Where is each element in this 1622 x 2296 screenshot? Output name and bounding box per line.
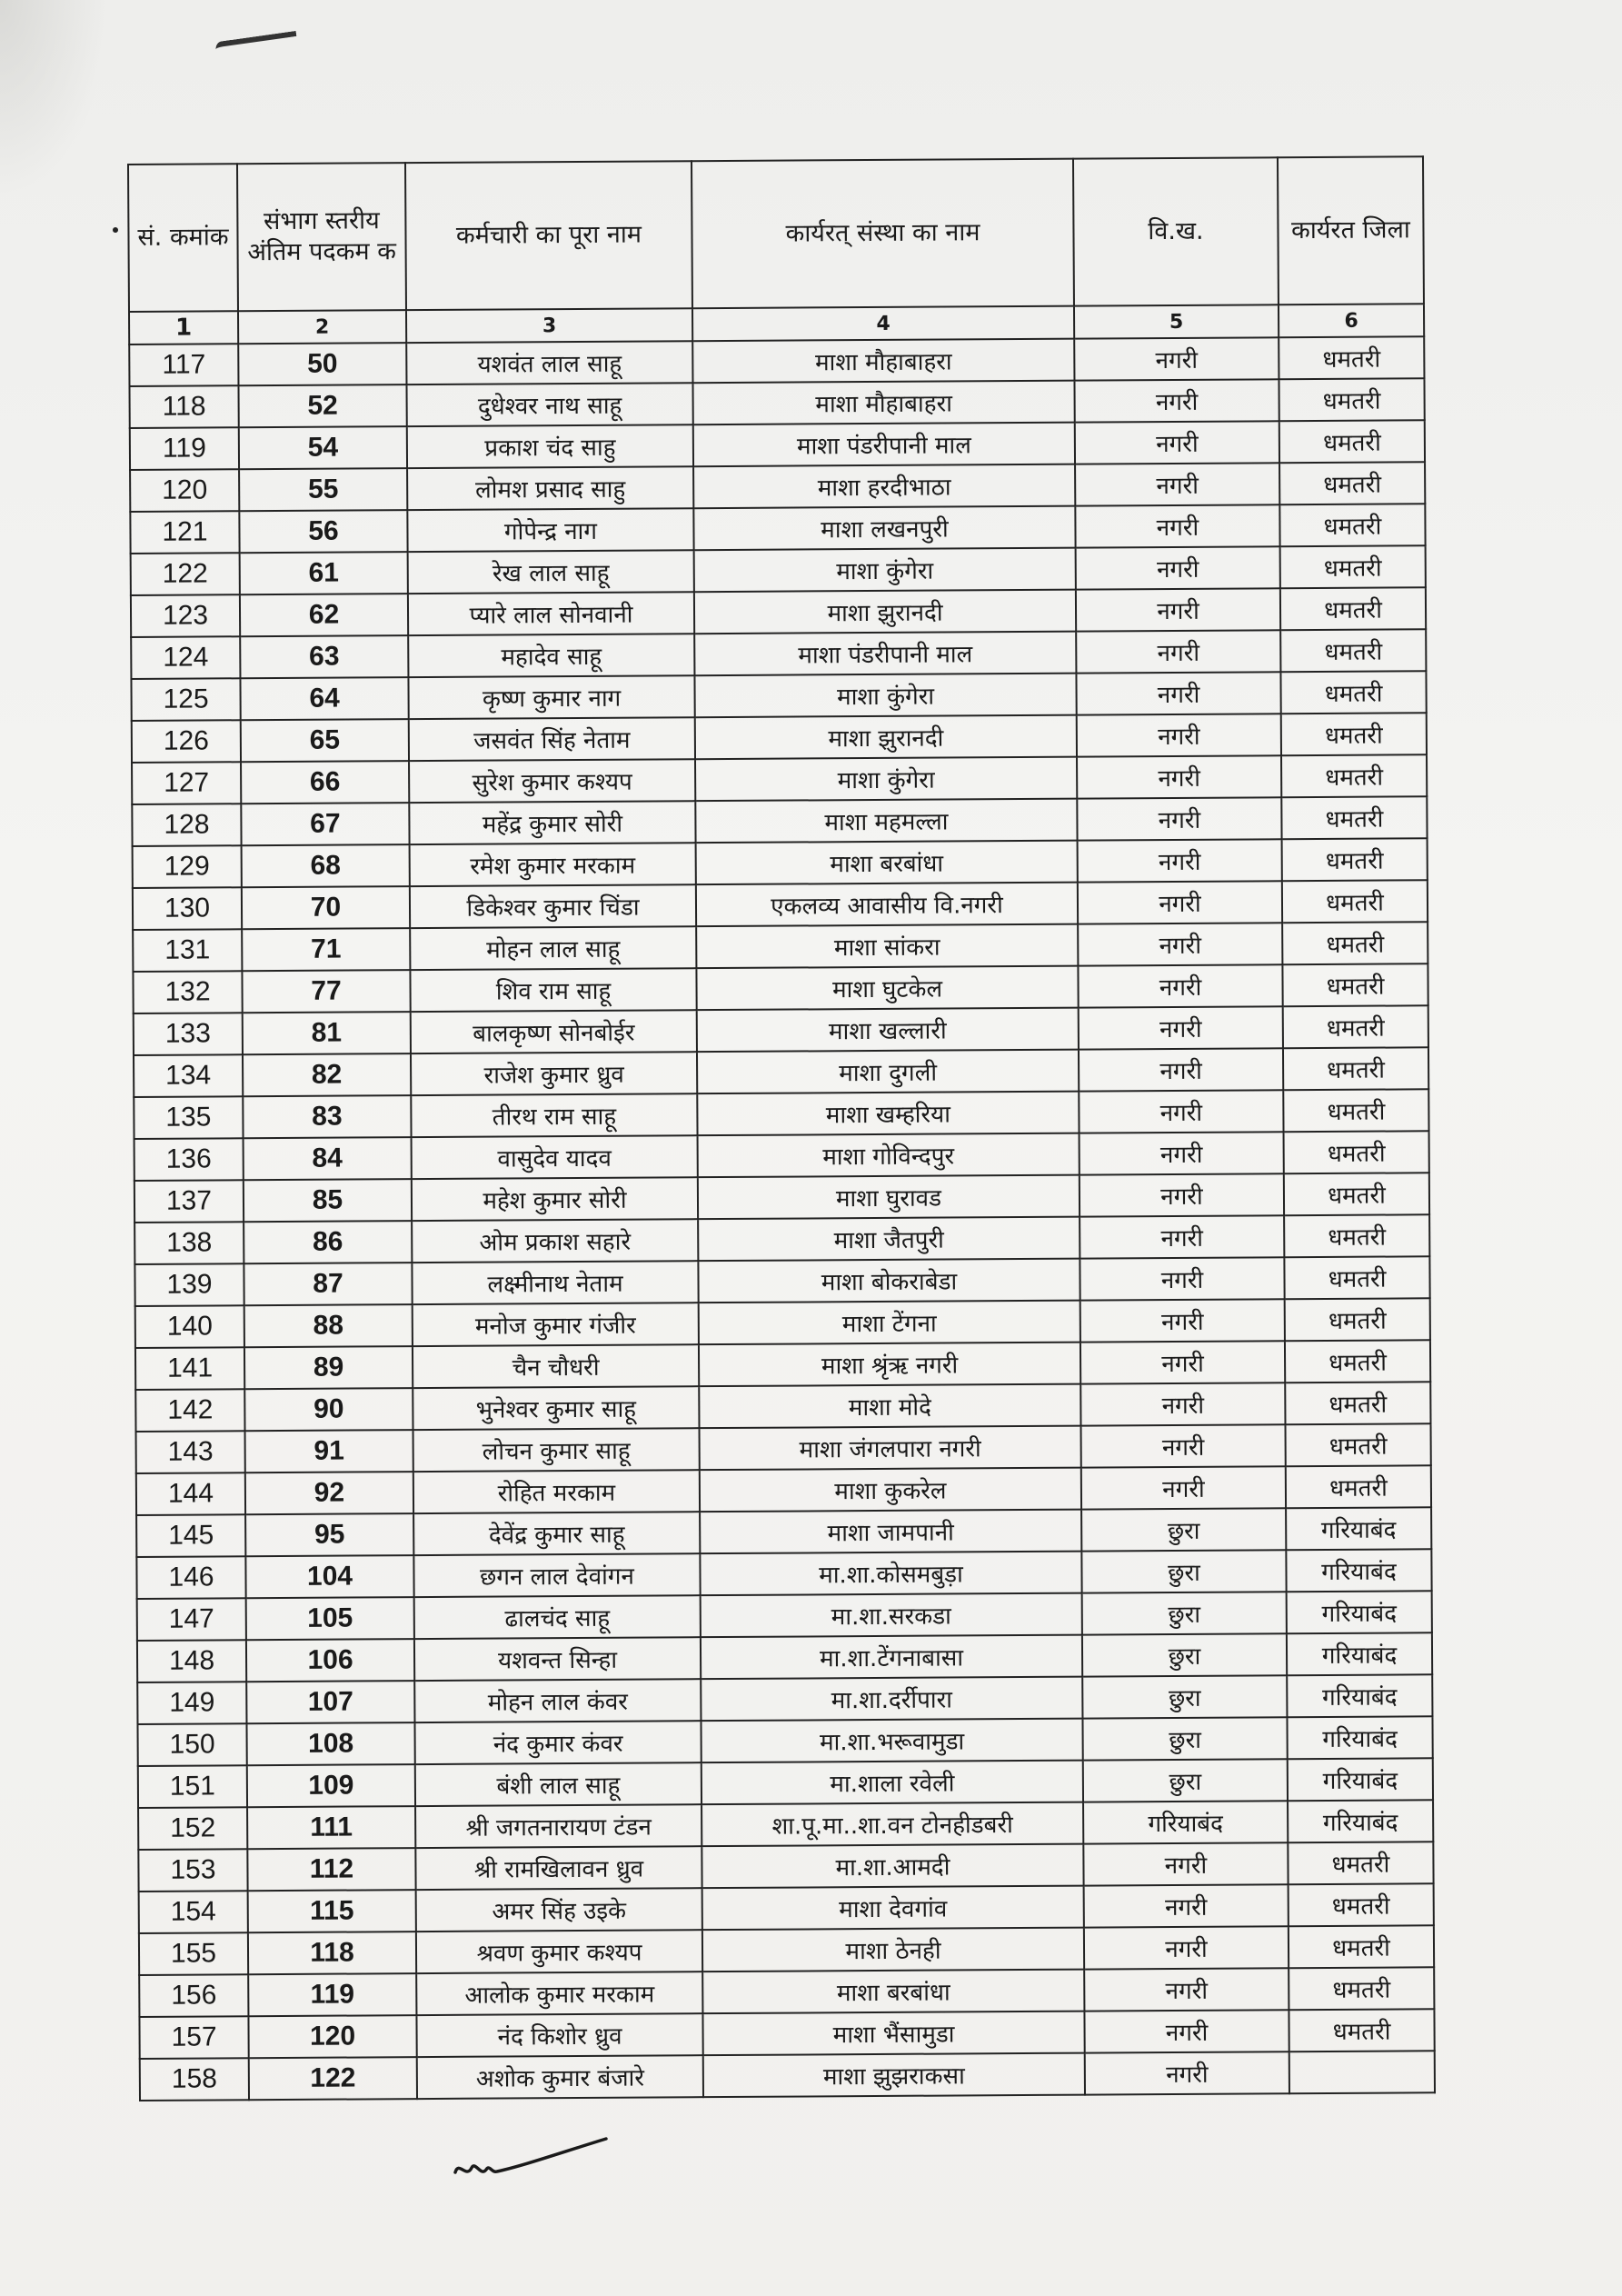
district-cell: धमतरी xyxy=(1281,754,1427,797)
institution-cell: माशा बरबांधा xyxy=(696,841,1078,885)
institution-cell: माशा बोकराबेडा xyxy=(698,1259,1080,1303)
block-cell: नगरी xyxy=(1085,2051,1289,2094)
rank-cell: 85 xyxy=(244,1179,412,1222)
institution-cell: माशा झुझराकसा xyxy=(703,2053,1085,2098)
header-block: वि.ख. xyxy=(1073,157,1279,305)
block-cell: नगरी xyxy=(1076,546,1280,589)
rank-cell: 111 xyxy=(247,1806,415,1849)
scan-shadow xyxy=(0,0,109,200)
serial-number-cell: 120 xyxy=(130,469,239,512)
block-cell: नगरी xyxy=(1079,1048,1283,1091)
institution-cell: माशा दुगली xyxy=(697,1050,1079,1094)
rank-cell: 83 xyxy=(243,1095,411,1138)
institution-cell: मा.शा.भरूवामुडा xyxy=(701,1719,1082,1763)
block-cell: नगरी xyxy=(1084,1884,1289,1927)
institution-cell: मा.शाला रवेली xyxy=(702,1761,1083,1805)
serial-number-cell: 121 xyxy=(130,511,239,554)
institution-cell: माशा घुरावड xyxy=(698,1175,1080,1220)
institution-cell: माशा टेंगना xyxy=(699,1301,1080,1345)
employee-name-cell: डिकेश्वर कुमार चिंडा xyxy=(410,884,696,928)
rank-cell: 70 xyxy=(242,886,410,929)
rank-cell: 90 xyxy=(244,1388,413,1431)
institution-cell: माशा खम्हरिया xyxy=(697,1092,1079,1136)
institution-cell: माशा कुंगेरा xyxy=(694,548,1076,593)
rank-cell: 84 xyxy=(244,1137,412,1180)
employee-name-cell: जसवंत सिंह नेताम xyxy=(409,717,695,761)
institution-cell: माशा कुंगेरा xyxy=(694,674,1076,718)
institution-cell: माशा श्रृंऋ नगरी xyxy=(699,1343,1080,1387)
institution-cell: माशा मौहाबाहरा xyxy=(692,381,1074,425)
district-cell: धमतरी xyxy=(1285,1298,1430,1341)
serial-number-cell: 118 xyxy=(129,385,238,428)
rank-cell: 61 xyxy=(240,552,408,594)
institution-cell: माशा पंडरीपानी माल xyxy=(694,632,1076,676)
district-cell: धमतरी xyxy=(1282,838,1428,881)
employee-name-cell: ओम प्रकाश सहारे xyxy=(412,1219,698,1263)
district-cell: धमतरी xyxy=(1280,629,1426,672)
block-cell: नगरी xyxy=(1078,881,1282,923)
rank-cell: 122 xyxy=(249,2057,417,2100)
rank-cell: 64 xyxy=(240,677,408,720)
serial-number-cell: 128 xyxy=(132,804,241,846)
district-cell: धमतरी xyxy=(1283,1047,1428,1090)
employee-name-cell: प्रकाश चंद साहु xyxy=(407,424,693,468)
column-number: 6 xyxy=(1279,304,1424,337)
serial-number-cell: 148 xyxy=(137,1640,246,1682)
rank-cell: 63 xyxy=(240,635,408,678)
serial-number-cell: 147 xyxy=(137,1598,246,1641)
serial-number-cell: 119 xyxy=(130,427,239,470)
header-row xyxy=(128,156,1424,312)
employee-name-cell: नंद किशोर ध्रुव xyxy=(416,2013,702,2057)
employee-name-cell: भुनेश्वर कुमार साहू xyxy=(413,1386,699,1430)
block-cell: नगरी xyxy=(1080,1173,1284,1216)
serial-number-cell: 158 xyxy=(140,2058,249,2101)
district-cell: गरियाबंद xyxy=(1287,1591,1432,1633)
institution-cell: माशा गोविन्दपुर xyxy=(698,1133,1080,1178)
district-cell: धमतरी xyxy=(1285,1423,1430,1466)
serial-number-cell: 126 xyxy=(132,720,241,763)
rank-cell: 52 xyxy=(238,384,406,427)
employee-name-cell: शिव राम साहू xyxy=(410,968,696,1012)
institution-cell: एकलव्य आवासीय वि.नगरी xyxy=(696,883,1078,927)
district-cell: धमतरी xyxy=(1281,796,1427,839)
serial-number-cell: 153 xyxy=(138,1849,247,1892)
rank-cell: 81 xyxy=(243,1012,411,1054)
district-cell: धमतरी xyxy=(1289,2009,1434,2051)
serial-number-cell: 137 xyxy=(134,1180,244,1223)
employee-name-cell: यशवंत लाल साहू xyxy=(406,341,692,384)
institution-cell: माशा खल्लारी xyxy=(697,1008,1079,1053)
serial-number-cell: 143 xyxy=(136,1431,245,1473)
district-cell: धमतरी xyxy=(1285,1382,1430,1424)
employee-name-cell: महेंद्र कुमार सोरी xyxy=(409,801,695,844)
staple-mark xyxy=(214,31,299,67)
serial-number-cell: 145 xyxy=(136,1514,245,1557)
employee-name-cell: सुरेश कुमार कश्यप xyxy=(409,759,695,803)
district-cell: धमतरी xyxy=(1279,378,1424,421)
institution-cell: मा.शा.टेंगनाबासा xyxy=(701,1635,1082,1680)
block-cell: गरियाबंद xyxy=(1083,1801,1288,1843)
serial-number-cell: 122 xyxy=(131,553,240,595)
rank-cell: 87 xyxy=(244,1263,412,1305)
serial-number-cell: 157 xyxy=(139,2016,248,2059)
block-cell: नगरी xyxy=(1074,379,1279,422)
block-cell: छुरा xyxy=(1081,1550,1286,1592)
district-cell: धमतरी xyxy=(1284,1214,1429,1257)
serial-number-cell: 156 xyxy=(139,1974,248,2017)
employee-name-cell: महादेव साहू xyxy=(408,634,694,677)
employee-name-cell: कृष्ण कुमार नाग xyxy=(408,675,694,719)
header-serial-number: सं. कमांक xyxy=(128,164,238,312)
column-number: 5 xyxy=(1074,304,1279,338)
employee-name-cell: श्रवण कुमार कश्यप xyxy=(416,1930,702,1973)
district-cell: गरियाबंद xyxy=(1287,1632,1432,1675)
rank-cell: 95 xyxy=(245,1513,413,1556)
serial-number-cell: 140 xyxy=(135,1305,244,1348)
employee-name-cell: अशोक कुमार बंजारे xyxy=(417,2055,703,2099)
block-cell: छुरा xyxy=(1083,1759,1288,1802)
rank-cell: 77 xyxy=(242,970,410,1013)
district-cell: गरियाबंद xyxy=(1288,1800,1433,1842)
institution-cell: माशा देवगांव xyxy=(702,1886,1084,1931)
rank-cell: 67 xyxy=(241,803,409,845)
rank-cell: 65 xyxy=(241,719,409,762)
serial-number-cell: 125 xyxy=(131,678,240,721)
block-cell: नगरी xyxy=(1078,964,1282,1007)
serial-number-cell: 133 xyxy=(134,1013,243,1055)
serial-number-cell: 144 xyxy=(136,1472,245,1515)
block-cell: नगरी xyxy=(1077,714,1281,756)
serial-number-cell: 141 xyxy=(135,1347,244,1390)
employee-name-cell: वासुदेव यादव xyxy=(412,1135,698,1179)
block-cell: नगरी xyxy=(1076,588,1280,631)
employee-name-cell: रोहित मरकाम xyxy=(413,1470,700,1513)
district-cell: धमतरी xyxy=(1284,1131,1429,1173)
serial-number-cell: 139 xyxy=(134,1263,244,1306)
column-number: 2 xyxy=(238,310,406,344)
margin-dot xyxy=(113,227,118,233)
institution-cell: माशा झुरानदी xyxy=(694,590,1076,634)
serial-number-cell: 155 xyxy=(139,1932,248,1975)
employee-name-cell: रमेश कुमार मरकाम xyxy=(410,843,696,886)
block-cell: छुरा xyxy=(1082,1675,1287,1718)
rank-cell: 108 xyxy=(246,1722,414,1765)
institution-cell: मा.शा.कोसमबुड़ा xyxy=(700,1552,1081,1596)
institution-cell: माशा बरबांधा xyxy=(702,1970,1084,2014)
rank-cell: 82 xyxy=(243,1053,411,1096)
district-cell: धमतरी xyxy=(1289,1883,1434,1926)
institution-cell: माशा मोदे xyxy=(699,1384,1080,1429)
serial-number-cell: 129 xyxy=(133,845,242,888)
serial-number-cell: 138 xyxy=(134,1222,244,1264)
rank-cell: 56 xyxy=(239,510,407,553)
district-cell: धमतरी xyxy=(1281,713,1427,755)
block-cell: छुरा xyxy=(1082,1592,1287,1634)
serial-number-cell: 150 xyxy=(137,1723,246,1766)
district-cell xyxy=(1289,2051,1435,2093)
block-cell: नगरी xyxy=(1076,630,1280,673)
block-cell: नगरी xyxy=(1077,797,1281,840)
employee-name-cell: चैन चौधरी xyxy=(413,1344,699,1388)
institution-cell: माशा सांकरा xyxy=(696,924,1078,969)
institution-cell: माशा लखनपुरी xyxy=(693,506,1075,551)
employee-name-cell: महेश कुमार सोरी xyxy=(412,1177,698,1221)
header-district: कार्यरत जिला xyxy=(1278,156,1424,304)
district-cell: धमतरी xyxy=(1282,922,1428,964)
employee-table xyxy=(127,155,1436,2101)
institution-cell: माशा महमल्ला xyxy=(695,799,1077,844)
serial-number-cell: 149 xyxy=(137,1682,246,1724)
district-cell: धमतरी xyxy=(1289,1967,1434,2010)
rank-cell: 91 xyxy=(245,1430,413,1472)
block-cell: नगरी xyxy=(1079,1090,1283,1133)
serial-number-cell: 151 xyxy=(138,1765,247,1808)
institution-cell: माशा जंगलपारा नगरी xyxy=(700,1426,1081,1471)
serial-number-cell: 135 xyxy=(134,1096,243,1139)
district-cell: धमतरी xyxy=(1282,880,1428,923)
rank-cell: 55 xyxy=(239,468,407,511)
block-cell: नगरी xyxy=(1076,672,1280,714)
block-cell: नगरी xyxy=(1084,2010,1289,2052)
district-cell: गरियाबंद xyxy=(1287,1674,1432,1717)
district-cell: धमतरी xyxy=(1285,1340,1430,1383)
block-cell: नगरी xyxy=(1078,923,1282,965)
institution-cell: शा.पू.मा..शा.वन टोनहीडबरी xyxy=(702,1802,1083,1847)
rank-cell: 62 xyxy=(240,594,408,636)
institution-cell: माशा कुंगेरा xyxy=(695,757,1077,802)
employee-name-cell: ढालचंद साहू xyxy=(414,1595,701,1639)
block-cell: नगरी xyxy=(1078,839,1282,882)
employee-name-cell: लोचन कुमार साहू xyxy=(413,1428,700,1472)
employee-name-cell: नंद कुमार कंवर xyxy=(414,1721,701,1764)
district-cell: धमतरी xyxy=(1280,545,1426,588)
block-cell: नगरी xyxy=(1074,337,1279,380)
serial-number-cell: 136 xyxy=(134,1138,244,1181)
rank-cell: 109 xyxy=(247,1764,415,1807)
district-cell: धमतरी xyxy=(1288,1842,1433,1884)
rank-cell: 89 xyxy=(244,1346,413,1389)
institution-cell: माशा जामपानी xyxy=(700,1510,1081,1554)
signature xyxy=(450,2131,613,2195)
rank-cell: 68 xyxy=(242,844,410,887)
employee-name-cell: छगन लाल देवांगन xyxy=(413,1553,700,1597)
district-cell: गरियाबंद xyxy=(1287,1716,1432,1759)
column-number: 3 xyxy=(406,308,692,343)
employee-name-cell: राजेश कुमार ध्रुव xyxy=(411,1052,697,1095)
employee-name-cell: तीरथ राम साहू xyxy=(411,1093,697,1137)
rank-cell: 106 xyxy=(246,1639,414,1682)
rank-cell: 66 xyxy=(241,761,409,804)
district-cell: धमतरी xyxy=(1283,1005,1428,1048)
block-cell: नगरी xyxy=(1080,1257,1284,1300)
institution-cell: माशा ठेनही xyxy=(702,1928,1084,1972)
employee-name-cell: लोमश प्रसाद साहु xyxy=(407,466,693,510)
header-employee-name: कर्मचारी का पूरा नाम xyxy=(405,161,692,310)
block-cell: नगरी xyxy=(1081,1466,1286,1509)
district-cell: गरियाबंद xyxy=(1288,1758,1433,1801)
employee-name-cell: मोहन लाल साहू xyxy=(410,926,696,970)
column-number: 4 xyxy=(692,306,1074,342)
district-cell: धमतरी xyxy=(1286,1465,1431,1508)
rank-cell: 86 xyxy=(244,1221,412,1263)
rank-cell: 115 xyxy=(248,1890,416,1932)
district-cell: धमतरी xyxy=(1283,1089,1428,1132)
block-cell: छुरा xyxy=(1082,1633,1287,1676)
serial-number-cell: 152 xyxy=(138,1807,247,1850)
rank-cell: 112 xyxy=(247,1848,415,1891)
institution-cell: माशा हरदीभाठा xyxy=(693,464,1075,509)
block-cell: नगरी xyxy=(1077,755,1281,798)
rank-cell: 107 xyxy=(246,1681,414,1723)
block-cell: नगरी xyxy=(1080,1383,1285,1425)
employee-name-cell: देवेंद्र कुमार साहू xyxy=(413,1512,700,1555)
serial-number-cell: 117 xyxy=(129,344,238,386)
rank-cell: 104 xyxy=(245,1555,413,1598)
rank-cell: 118 xyxy=(248,1932,416,1974)
block-cell: नगरी xyxy=(1081,1424,1286,1467)
employee-name-cell: बालकृष्ण सोनबोईर xyxy=(411,1010,697,1053)
institution-cell: माशा मौहाबाहरा xyxy=(692,339,1074,384)
employee-name-cell: मोहन लाल कंवर xyxy=(414,1679,701,1722)
table-row xyxy=(140,2051,1435,2101)
table-body xyxy=(129,336,1435,2101)
district-cell: धमतरी xyxy=(1280,671,1426,714)
institution-cell: माशा घुटकेल xyxy=(696,966,1078,1011)
block-cell: नगरी xyxy=(1084,1968,1289,2011)
institution-cell: माशा जैतपुरी xyxy=(698,1217,1080,1262)
block-cell: नगरी xyxy=(1080,1132,1284,1174)
employee-name-cell: अमर सिंह उइके xyxy=(416,1888,702,1932)
employee-name-cell: रेख लाल साहू xyxy=(408,550,694,594)
employee-name-cell: मनोज कुमार गंजीर xyxy=(413,1303,699,1346)
block-cell: नगरी xyxy=(1075,463,1279,505)
district-cell: धमतरी xyxy=(1279,462,1425,504)
institution-cell: माशा कुकरेल xyxy=(700,1468,1081,1512)
employee-name-cell: दुधेश्वर नाथ साहू xyxy=(406,383,692,426)
district-cell: धमतरी xyxy=(1279,336,1424,379)
rank-cell: 71 xyxy=(242,928,410,971)
serial-number-cell: 132 xyxy=(133,971,242,1013)
header-division-rank: संभाग स्तरीय अंतिम पदकम क xyxy=(237,163,406,311)
district-cell: धमतरी xyxy=(1279,420,1425,463)
employee-name-cell: गोपेन्द्र नाग xyxy=(407,508,693,552)
serial-number-cell: 123 xyxy=(131,594,240,637)
employee-name-cell: आलोक कुमार मरकाम xyxy=(416,1972,702,2015)
institution-cell: मा.शा.दर्रीपारा xyxy=(701,1677,1082,1722)
block-cell: नगरी xyxy=(1075,504,1279,547)
institution-cell: माशा भैंसामुडा xyxy=(702,2011,1084,2056)
district-cell: धमतरी xyxy=(1284,1173,1429,1215)
employee-name-cell: यशवन्त सिन्हा xyxy=(414,1637,701,1681)
institution-cell: माशा झुरानदी xyxy=(695,715,1077,760)
block-cell: छुरा xyxy=(1082,1717,1287,1760)
rank-cell: 105 xyxy=(246,1597,414,1640)
block-cell: नगरी xyxy=(1080,1215,1284,1258)
serial-number-cell: 124 xyxy=(131,636,240,679)
block-cell: नगरी xyxy=(1079,1006,1283,1049)
block-cell: नगरी xyxy=(1080,1341,1285,1383)
serial-number-cell: 154 xyxy=(139,1891,248,1933)
employee-name-cell: लक्ष्मीनाथ नेताम xyxy=(412,1261,698,1304)
column-number: 1 xyxy=(129,311,238,344)
rank-cell: 88 xyxy=(244,1304,413,1347)
employee-name-cell: बंशी लाल साहू xyxy=(415,1762,702,1806)
serial-number-cell: 127 xyxy=(132,762,241,804)
district-cell: धमतरी xyxy=(1282,963,1428,1006)
district-cell: धमतरी xyxy=(1289,1925,1434,1968)
employee-name-cell: श्री जगतनारायण टंडन xyxy=(415,1804,702,1848)
district-cell: धमतरी xyxy=(1280,587,1426,630)
header-institution-name: कार्यरत् संस्था का नाम xyxy=(692,159,1074,309)
block-cell: नगरी xyxy=(1083,1842,1288,1885)
rank-cell: 50 xyxy=(238,343,406,385)
block-cell: नगरी xyxy=(1084,1926,1289,1969)
serial-number-cell: 131 xyxy=(133,929,242,972)
institution-cell: मा.शा.आमदी xyxy=(702,1844,1083,1889)
rank-cell: 54 xyxy=(239,426,407,469)
serial-number-cell: 142 xyxy=(135,1389,244,1432)
rank-cell: 119 xyxy=(248,1973,416,2016)
serial-number-cell: 146 xyxy=(136,1556,245,1599)
district-cell: गरियाबंद xyxy=(1286,1549,1431,1592)
block-cell: छुरा xyxy=(1081,1508,1286,1551)
rank-cell: 120 xyxy=(248,2015,416,2058)
institution-cell: माशा पंडरीपानी माल xyxy=(693,423,1075,467)
serial-number-cell: 130 xyxy=(133,887,242,930)
serial-number-cell: 134 xyxy=(134,1054,243,1097)
rank-cell: 92 xyxy=(245,1472,413,1514)
block-cell: नगरी xyxy=(1075,421,1279,464)
district-cell: धमतरी xyxy=(1279,504,1425,546)
district-cell: धमतरी xyxy=(1284,1256,1429,1299)
district-cell: गरियाबंद xyxy=(1286,1507,1431,1550)
block-cell: नगरी xyxy=(1080,1299,1285,1342)
employee-name-cell: श्री रामखिलावन ध्रुव xyxy=(415,1846,702,1890)
institution-cell: मा.शा.सरकडा xyxy=(701,1593,1082,1638)
employee-name-cell: प्यारे लाल सोनवानी xyxy=(408,592,694,635)
